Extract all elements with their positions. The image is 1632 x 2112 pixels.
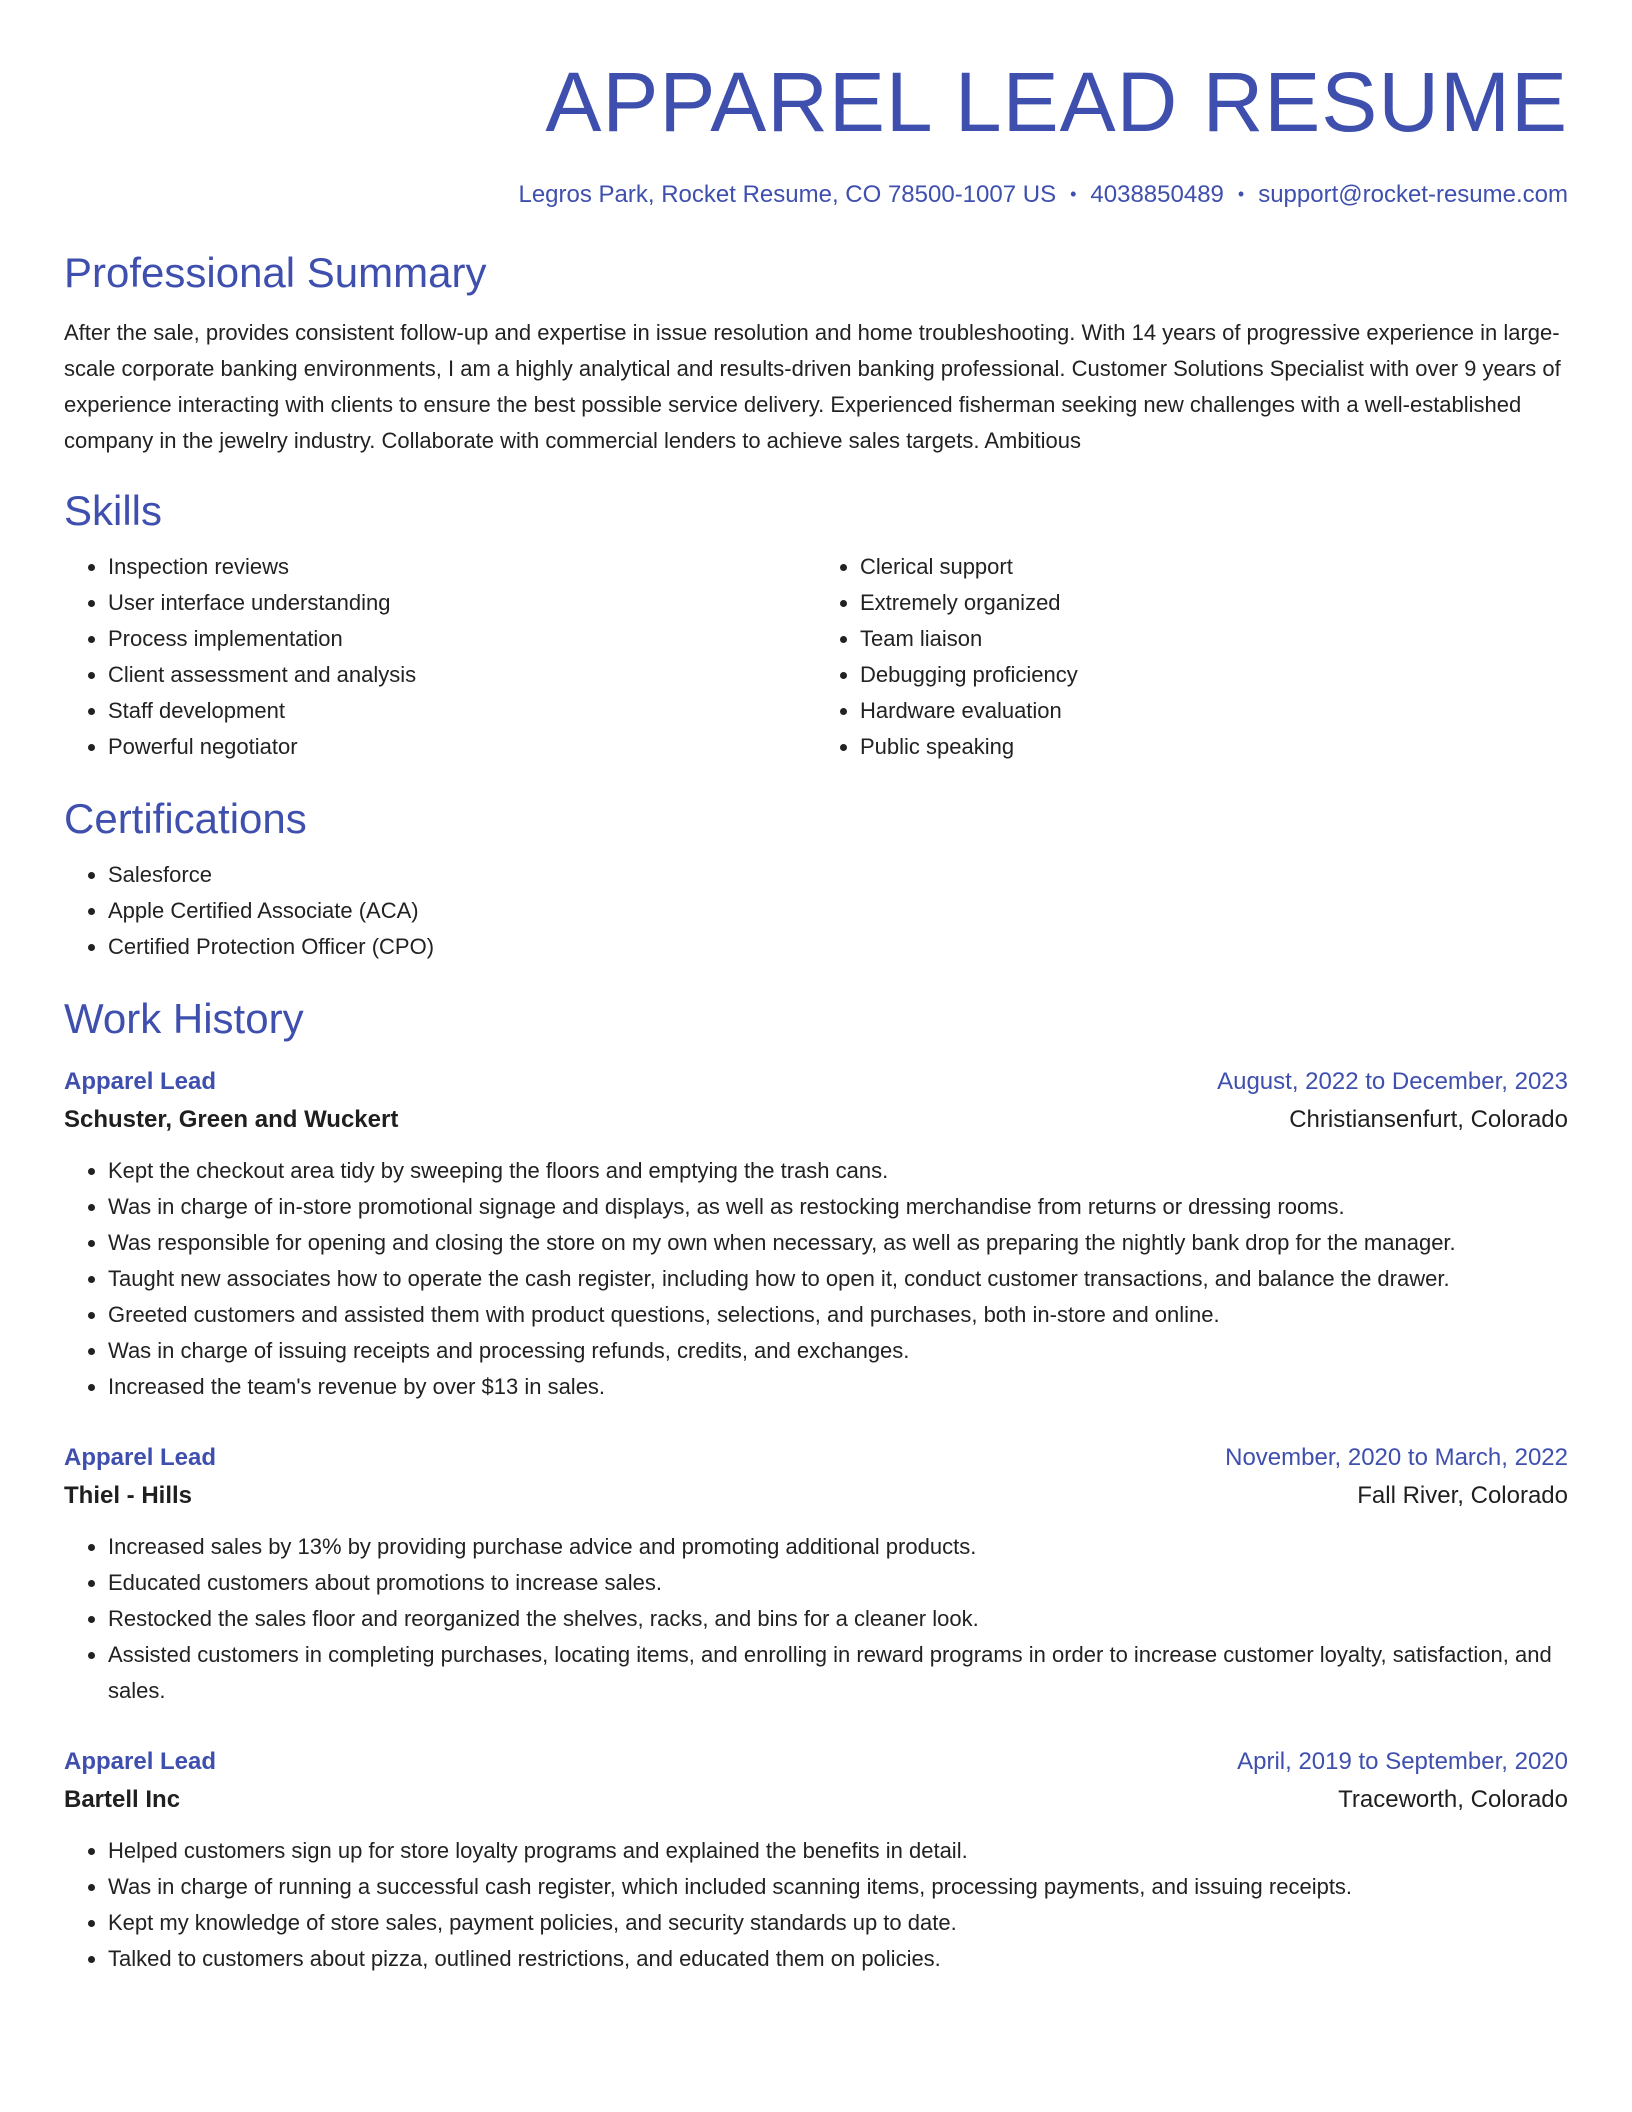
job-bullets xyxy=(64,1153,1568,1405)
job-dates: November, 2020 to March, 2022 xyxy=(1225,1444,1568,1471)
job-dates: April, 2019 to September, 2020 xyxy=(1237,1748,1568,1775)
job-location: Traceworth, Colorado xyxy=(1338,1786,1568,1813)
resume-page xyxy=(64,0,1568,1977)
job-bullet: • Was in charge of in-store promotional signage and displays, as well as restocking merchandise from returns or dressing rooms. xyxy=(108,1189,1568,1225)
job-header-row xyxy=(64,1743,1568,1781)
job-title: Apparel Lead xyxy=(64,1068,217,1095)
job-bullets xyxy=(64,1833,1568,1977)
job-bullet: • Was responsible for opening and closing the store on my own when necessary, as well as preparing the nightly bank drop for the manager. xyxy=(108,1225,1568,1261)
summary-text: After the sale, provides consistent follow-up and expertise in issue resolution and home troubleshooting. With 14 years of progressive experience in large-scale corporate banking environments, I am a highly analytical and results-driven banking professional. Customer Solutions Specialist with over 9 years of experience interacting with clients to ensure the best possible service delivery. Experienced fisherman seeking new challenges with a well-established company in the jewelry industry. Collaborate with commercial lenders to achieve sales targets. Ambitious xyxy=(64,320,1561,453)
skill-item: • Powerful negotiator xyxy=(108,729,816,765)
job-company: Bartell Inc xyxy=(64,1786,181,1813)
job-header-row xyxy=(64,1063,1568,1101)
job-bullet: • Kept my knowledge of store sales, payment policies, and security standards up to date. xyxy=(108,1905,1568,1941)
job-location: Fall River, Colorado xyxy=(1357,1482,1568,1509)
work-history-heading: Work History xyxy=(64,995,304,1042)
contact-address: Legros Park, Rocket Resume, CO 78500-1007 US xyxy=(518,181,1057,208)
skill-item: • Team liaison xyxy=(860,621,1568,657)
contact-email[interactable]: support@rocket-resume.com xyxy=(1258,181,1568,208)
contact-separator: • xyxy=(1070,184,1077,204)
certification-item: • Salesforce xyxy=(108,857,1568,893)
skill-item: • Process implementation xyxy=(108,621,816,657)
job-company-row xyxy=(64,1101,1568,1139)
job-bullets xyxy=(64,1529,1568,1709)
job-entry xyxy=(64,1063,1568,1405)
job-location: Christiansenfurt, Colorado xyxy=(1289,1106,1568,1133)
job-entry xyxy=(64,1743,1568,1977)
certification-item: • Certified Protection Officer (CPO) xyxy=(108,929,1568,965)
job-bullet: • Kept the checkout area tidy by sweeping the floors and emptying the trash cans. xyxy=(108,1153,1568,1189)
contact-separator: • xyxy=(1237,184,1245,204)
job-bullet: • Taught new associates how to operate the cash register, including how to open it, conduct customer transactions, and balance the drawer. xyxy=(108,1261,1568,1297)
skills-left-list xyxy=(64,549,816,765)
contact-line xyxy=(64,178,1568,211)
certifications-heading: Certifications xyxy=(64,795,307,842)
job-company-row xyxy=(64,1477,1568,1515)
job-company: Thiel - Hills xyxy=(64,1482,193,1509)
job-bullet: • Assisted customers in completing purchases, locating items, and enrolling in reward programs in order to increase customer loyalty, satisfaction, and sales. xyxy=(108,1637,1568,1709)
job-bullet: • Talked to customers about pizza, outlined restrictions, and educated them on policies. xyxy=(108,1941,1568,1977)
skill-item: • Public speaking xyxy=(860,729,1568,765)
skill-item: • Client assessment and analysis xyxy=(108,657,816,693)
skill-item: • Extremely organized xyxy=(860,585,1568,621)
skills-heading: Skills xyxy=(64,487,163,534)
resume-title: APPAREL LEAD RESUME xyxy=(545,55,1568,149)
job-dates: August, 2022 to December, 2023 xyxy=(1217,1068,1568,1095)
job-company-row xyxy=(64,1781,1568,1819)
job-bullet: • Educated customers about promotions to increase sales. xyxy=(108,1565,1568,1601)
certifications-list xyxy=(64,857,1568,965)
contact-phone: 4038850489 xyxy=(1090,181,1224,208)
job-bullet: • Increased sales by 13% by providing purchase advice and promoting additional products. xyxy=(108,1529,1568,1565)
job-header-row xyxy=(64,1439,1568,1477)
job-bullet: • Greeted customers and assisted them with product questions, selections, and purchases, both in-store and online. xyxy=(108,1297,1568,1333)
job-entry xyxy=(64,1439,1568,1709)
job-bullet: • Was in charge of running a successful cash register, which included scanning items, processing payments, and issuing receipts. xyxy=(108,1869,1568,1905)
skills-columns xyxy=(64,549,1568,765)
skill-item: • Clerical support xyxy=(860,549,1568,585)
skill-item: • User interface understanding xyxy=(108,585,816,621)
job-bullet: • Increased the team's revenue by over $13 in sales. xyxy=(108,1369,1568,1405)
skill-item: • Debugging proficiency xyxy=(860,657,1568,693)
summary-heading: Professional Summary xyxy=(64,249,487,296)
skill-item: • Hardware evaluation xyxy=(860,693,1568,729)
skill-item: • Inspection reviews xyxy=(108,549,816,585)
job-bullet: • Restocked the sales floor and reorganized the shelves, racks, and bins for a cleaner look. xyxy=(108,1601,1568,1637)
skills-right-list xyxy=(816,549,1568,765)
job-title: Apparel Lead xyxy=(64,1748,217,1775)
job-bullet: • Helped customers sign up for store loyalty programs and explained the benefits in detail. xyxy=(108,1833,1568,1869)
certification-item: • Apple Certified Associate (ACA) xyxy=(108,893,1568,929)
job-company: Schuster, Green and Wuckert xyxy=(64,1106,399,1133)
skill-item: • Staff development xyxy=(108,693,816,729)
job-title: Apparel Lead xyxy=(64,1444,217,1471)
job-bullet: • Was in charge of issuing receipts and processing refunds, credits, and exchanges. xyxy=(108,1333,1568,1369)
